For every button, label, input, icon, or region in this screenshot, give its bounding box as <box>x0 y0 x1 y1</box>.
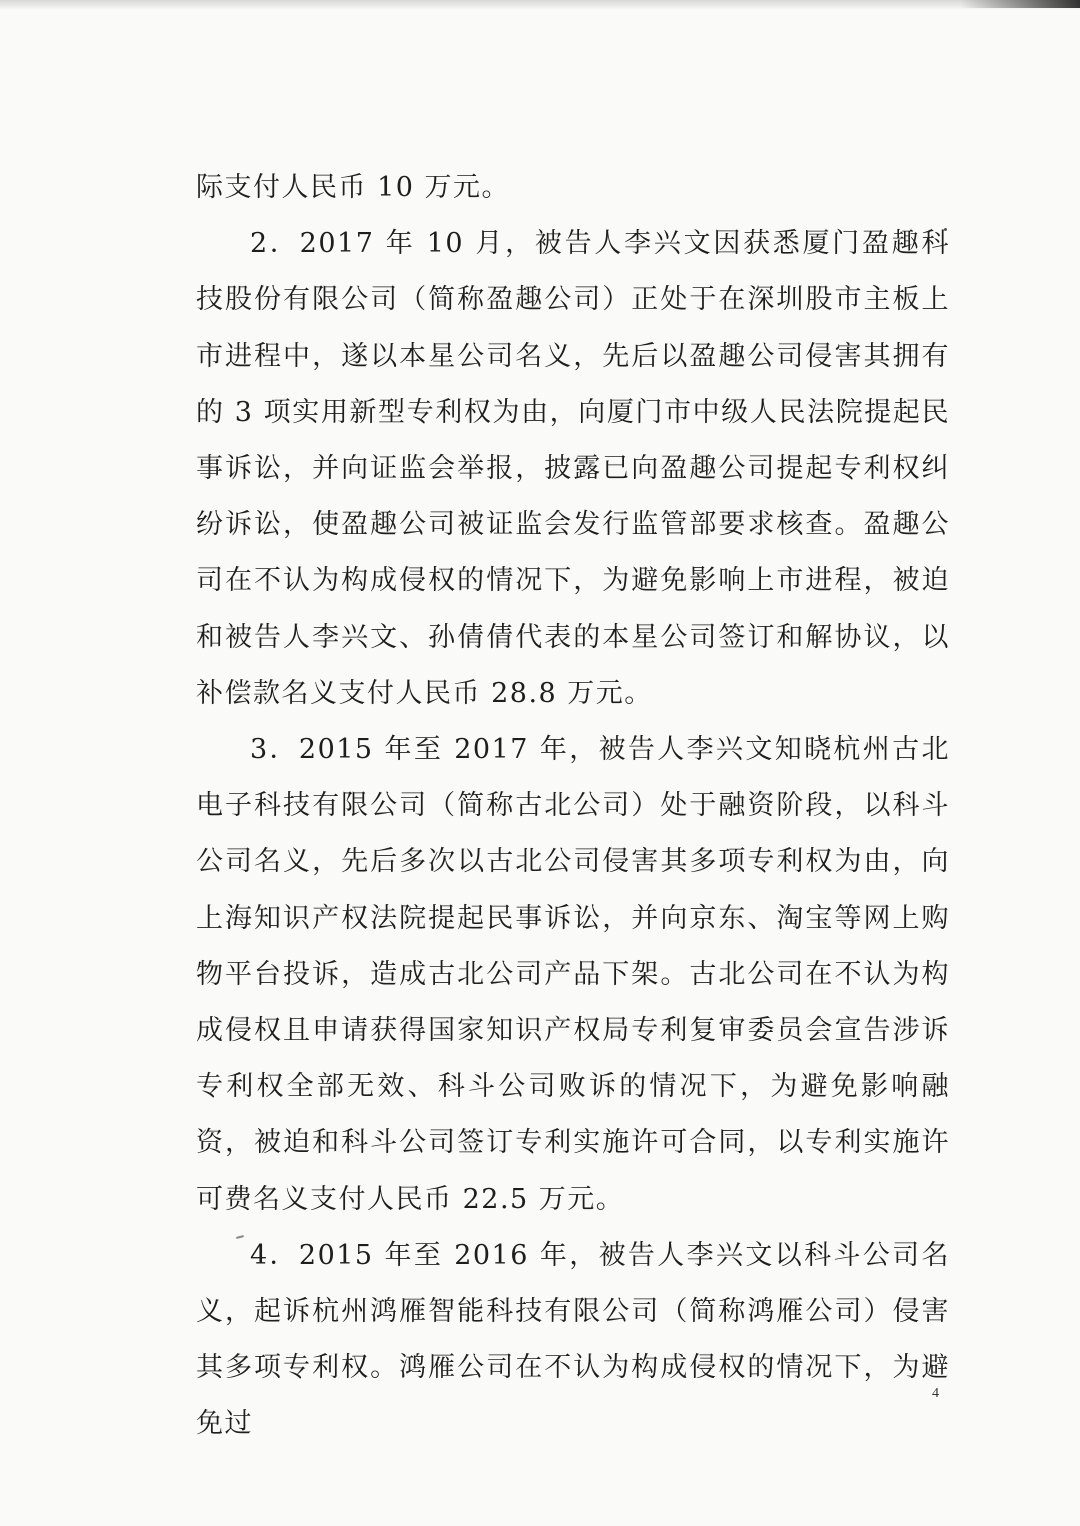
scan-shadow-top <box>0 0 1080 10</box>
paragraph-continuation: 际支付人民币 10 万元。 <box>196 172 511 203</box>
scan-shadow-corner <box>960 0 1080 8</box>
paragraph-item-3: 3．2015 年至 2017 年，被告人李兴文知晓杭州古北电子科技有限公司（简称古北公司）处于融资阶段，以科斗公司名义，先后多次以古北公司侵害其多项专利权为由，向上海知识产权法院提起民事诉讼，并向京东、淘宝等网上购物平台投诉，造成古北公司产品下架。古北公司在不认为构成侵权且申请获得国家知识产权局专利复审委员会宣告涉诉专利权全部无效、科斗公司败诉的情况下，为避免影响融资，被迫和科斗公司签订专利实施许可合同，以专利实施许可费名义支付人民币 22.5 万元。 <box>196 734 950 1215</box>
paragraph-item-4: 4．2015 年至 2016 年，被告人李兴文以科斗公司名义，起诉杭州鸿雁智能科技有限公司（简称鸿雁公司）侵害其多项专利权。鸿雁公司在不认为构成侵权的情况下，为避免过 <box>196 1239 950 1440</box>
document-body <box>196 160 950 1453</box>
page-number: 4 <box>932 1386 939 1401</box>
paragraph-item-2: 2．2017 年 10 月，被告人李兴文因获悉厦门盈趣科技股份有限公司（简称盈趣公司）正处于在深圳股市主板上市进程中，遂以本星公司名义，先后以盈趣公司侵害其拥有的 3 项实用新型专利权为由，向厦门市中级人民法院提起民事诉讼，并向证监会举报，披露已向盈趣公司提起专利权纠纷诉讼，使盈趣公司被证监会发行监管部要求核查。盈趣公司在不认为构成侵权的情况下，为避免影响上市进程，被迫和被告人李兴文、孙倩倩代表的本星公司签订和解协议，以补偿款名义支付人民币 28.8 万元。 <box>196 228 950 709</box>
